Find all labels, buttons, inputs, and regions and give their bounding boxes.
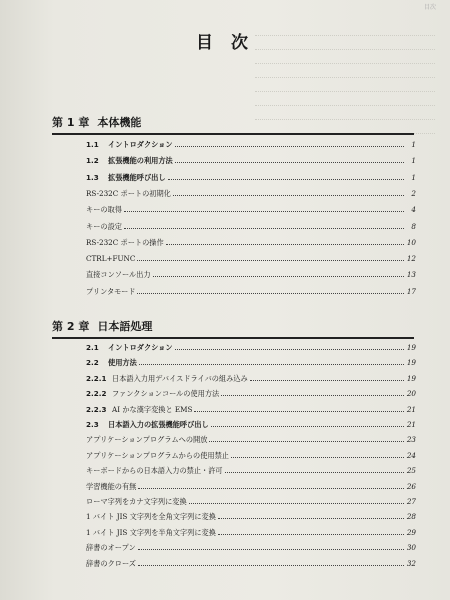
toc-entry	[86, 267, 416, 281]
toc-entry	[86, 540, 416, 554]
entry-label: プリンタモード	[86, 286, 136, 296]
entry-label: CTRL+FUNC	[86, 254, 136, 264]
page-number: 32	[406, 558, 416, 568]
section-number: 1.1	[86, 140, 99, 149]
entry-label: 日本語入力の拡張機能呼び出し	[108, 420, 209, 429]
toc-entry	[86, 235, 416, 249]
entry-label: AI かな漢字変換と EMS	[112, 404, 193, 414]
toc-entry	[86, 417, 416, 431]
entry-label: 使用方法	[108, 358, 137, 368]
chapter-title: 日本語処理	[97, 320, 153, 333]
entry-label: 1 バイト JIS 文字列を半角文字列に変換	[86, 527, 216, 537]
section-number: 2.2	[86, 358, 99, 368]
dot-leader	[137, 251, 404, 261]
page-number: 2	[411, 188, 416, 198]
entry-label: 直接コンソール出力	[86, 270, 151, 280]
page-number: 21	[406, 420, 416, 429]
page-number: 1	[411, 172, 416, 182]
page-number: 17	[406, 286, 416, 296]
toc-entry	[86, 340, 416, 354]
chapter-number: 第 1 章	[52, 116, 90, 129]
page-number: 19	[406, 358, 416, 368]
entry-label: イントロダクション	[108, 343, 173, 352]
dot-leader	[211, 417, 404, 427]
entry-label: RS-232C ポートの操作	[86, 237, 164, 247]
dot-leader	[189, 494, 404, 504]
dot-leader	[139, 355, 404, 365]
section-number: 2.3	[86, 420, 99, 429]
page-number: 20	[406, 389, 416, 399]
toc-entry	[86, 153, 416, 167]
dot-leader	[166, 235, 404, 245]
dot-leader	[218, 509, 404, 519]
page-number: 12	[406, 254, 416, 264]
dot-leader	[124, 202, 404, 212]
entry-label: 辞書のクローズ	[86, 558, 136, 568]
entry-label: 学習機能の有無	[86, 481, 137, 491]
entry-label: 1 バイト JIS 文字列を全角文字列に変換	[86, 512, 216, 522]
dot-leader	[138, 540, 404, 550]
dot-leader	[137, 284, 404, 294]
entry-label: 拡張機能の利用方法	[108, 156, 173, 166]
entry-label: キーの取得	[86, 205, 122, 215]
toc-entry	[86, 479, 416, 493]
dot-leader	[175, 340, 404, 350]
entry-label: ローマ字列をカナ文字列に変換	[86, 497, 187, 506]
dot-leader	[168, 170, 404, 180]
toc-entry	[86, 463, 416, 477]
dot-leader	[138, 556, 404, 566]
dot-leader	[175, 137, 404, 147]
entry-label: アプリケーションプログラムからの使用禁止	[86, 450, 229, 460]
page-number: 13	[406, 270, 416, 280]
toc-entry	[86, 219, 416, 233]
toc-entry	[86, 137, 416, 151]
chapter-1-heading	[52, 114, 414, 135]
page-number: 19	[406, 373, 416, 383]
page-number: 1	[411, 156, 416, 166]
dot-leader	[218, 525, 404, 535]
dot-leader	[231, 448, 404, 458]
entry-label: キーの設定	[86, 221, 122, 231]
page-number: 8	[411, 221, 416, 231]
entry-label: アプリケーションプログラムへの開放	[86, 435, 208, 445]
toc-entry	[86, 402, 416, 416]
toc-entry	[86, 432, 416, 446]
toc-entry	[86, 202, 416, 216]
page-number: 28	[406, 512, 416, 522]
page-number: 25	[406, 466, 416, 476]
section-number: 1.3	[86, 172, 99, 182]
entry-label: ファンクションコールの使用方法	[112, 389, 220, 399]
entry-label: イントロダクション	[108, 140, 173, 149]
entry-label: 辞書のオープン	[86, 543, 136, 553]
section-number: 2.1	[86, 343, 99, 352]
dot-leader	[124, 219, 404, 229]
page-number: 10	[406, 237, 416, 247]
toc-entry	[86, 494, 416, 508]
entry-label: キーボードからの日本語入力の禁止・許可	[86, 466, 223, 476]
section-number: 2.2.1	[86, 373, 107, 383]
page-number: 29	[406, 527, 416, 537]
page-title: 目 次	[196, 33, 254, 53]
dot-leader	[209, 432, 404, 442]
chapter-title: 本体機能	[97, 116, 142, 129]
entry-label: 日本語入力用デバイスドライバの組み込み	[112, 373, 248, 383]
page-number: 19	[406, 343, 416, 352]
dot-leader	[225, 463, 404, 473]
page-number: 23	[406, 435, 416, 445]
running-header: 目次	[423, 4, 436, 11]
toc-entry	[86, 386, 416, 400]
toc-entry	[86, 355, 416, 369]
toc-entry	[86, 556, 416, 570]
entry-label: RS-232C ポートの初期化	[86, 188, 171, 198]
dot-leader	[153, 267, 404, 277]
section-number: 2.2.2	[86, 389, 107, 399]
page-number: 26	[406, 481, 416, 491]
toc-entry	[86, 448, 416, 462]
page-number: 27	[406, 497, 416, 506]
dot-leader	[250, 371, 404, 381]
dot-leader	[175, 153, 404, 163]
chapter-2-heading	[52, 318, 414, 339]
toc-entry	[86, 186, 416, 200]
dot-leader	[138, 479, 404, 489]
page-number: 21	[406, 404, 416, 414]
toc-entry	[86, 509, 416, 523]
chapter-number: 第 2 章	[52, 320, 90, 333]
entry-label: 拡張機能呼び出し	[108, 172, 166, 182]
dot-leader	[173, 186, 404, 196]
dot-leader	[194, 402, 404, 412]
dot-leader	[221, 386, 404, 396]
toc-entry	[86, 284, 416, 298]
page-number: 4	[411, 205, 416, 215]
page-number: 30	[406, 543, 416, 553]
page-number: 24	[406, 450, 416, 460]
toc-entry	[86, 525, 416, 539]
section-number: 1.2	[86, 156, 99, 166]
toc-entry	[86, 170, 416, 184]
section-number: 2.2.3	[86, 404, 107, 414]
page-number: 1	[411, 140, 416, 149]
toc-entry	[86, 251, 416, 265]
toc-entry	[86, 371, 416, 385]
